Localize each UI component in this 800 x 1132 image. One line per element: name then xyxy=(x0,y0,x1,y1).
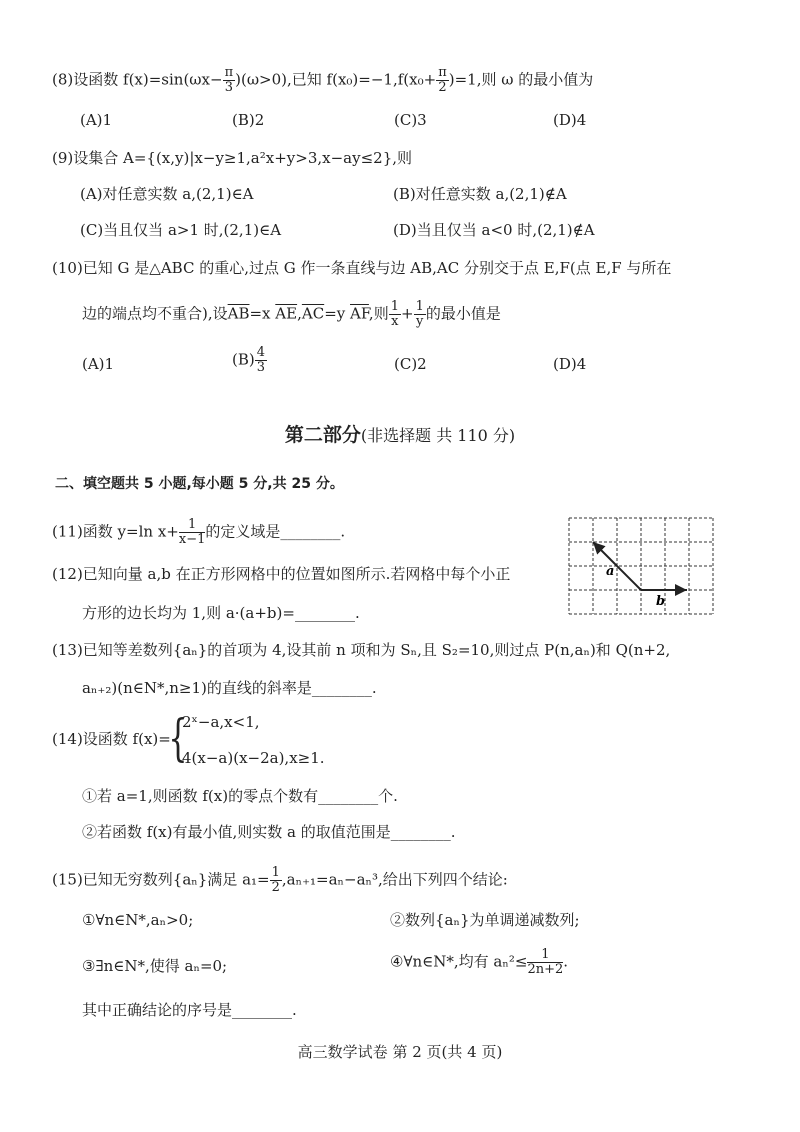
q8-suffix: )=1,则 ω 的最小值为 xyxy=(448,70,594,89)
q8-option-d: (D)4 xyxy=(553,111,587,129)
q10-option-b: (B) $\frac{4}{3}$ xyxy=(232,345,266,375)
q10-option-c: (C)2 xyxy=(394,355,427,373)
q8-prefix: (8)设函数 f(x)=sin(ωx− xyxy=(52,70,223,89)
q8-frac: $\frac{\pi}{3}$ xyxy=(224,65,234,95)
q8-middle: )(ω>0),已知 f(x₀)=−1,f(x₀+ xyxy=(235,70,437,89)
q10-option-d: (D)4 xyxy=(553,355,587,373)
q15-conclusion-3: ③∃n∈N*,使得 aₙ=0; xyxy=(82,957,228,975)
vector-ae: $\overline{AE}$ xyxy=(275,304,298,323)
q8-option-a: (A)1 xyxy=(80,111,113,129)
grid-lines xyxy=(569,518,713,614)
q10-option-a: (A)1 xyxy=(82,355,115,373)
q10-frac-y: $\frac{1}{y}$ xyxy=(415,299,424,329)
q14-case1: 2ˣ−a,x<1, xyxy=(182,713,260,731)
vector-ab: $\overline{AB}$ xyxy=(227,304,250,323)
q13-line2: aₙ₊₂)(n∈N*,n≥1)的直线的斜率是________. xyxy=(82,679,377,697)
q14-sub2: ②若函数 f(x)有最小值,则实数 a 的取值范围是________. xyxy=(82,823,456,841)
q8-option-c: (C)3 xyxy=(394,111,427,129)
q14-case2: 4(x−a)(x−2a),x≥1. xyxy=(182,749,325,767)
q9-option-b: (B)对任意实数 a,(2,1)∉A xyxy=(393,185,567,203)
q8-stem xyxy=(52,66,593,95)
q8-frac2: $\frac{\pi}{2}$ xyxy=(438,65,447,95)
q15-conclusion-4: ④∀n∈N*,均有 aₙ²≤ $\frac{1}{2n+2}$ . xyxy=(390,947,569,977)
q12-line2: 方形的边长均为 1,则 a·(a+b)=________. xyxy=(82,604,360,622)
q11-stem: (11)函数 y=ln x+ $\frac{1}{x-1}$ 的定义域是________. xyxy=(52,517,346,547)
q14-prefix: (14)设函数 f(x)= xyxy=(52,730,171,748)
vector-grid-figure xyxy=(568,517,714,615)
q12-line1: (12)已知向量 a,b 在正方形网格中的位置如图所示.若网格中每个小正 xyxy=(52,565,511,583)
piecewise-brace: { xyxy=(168,709,188,767)
q8-option-b: (B)2 xyxy=(232,111,265,129)
page-footer: 高三数学试卷 第 2 页(共 4 页) xyxy=(297,1043,503,1061)
q15-conclusion-2: ②数列{aₙ}为单调递减数列; xyxy=(390,911,580,929)
q10-line1: (10)已知 G 是△ABC 的重心,过点 G 作一条直线与边 AB,AC 分别交于点 E,F(点 E,F 与所在 xyxy=(52,259,672,277)
q15-ask: 其中正确结论的序号是________. xyxy=(82,1001,297,1019)
q14-sub1: ①若 a=1,则函数 f(x)的零点个数有________个. xyxy=(82,787,398,805)
vector-ac: $\overline{AC}$ xyxy=(301,304,325,323)
q13-line1: (13)已知等差数列{aₙ}的首项为 4,设其前 n 项和为 Sₙ,且 S₂=10,则过点 P(n,aₙ)和 Q(n+2, xyxy=(52,641,671,659)
q10-line2: 边的端点均不重合),设$\overline{AB}=x$ $\overline{AE},\overline{AC}=y$ $\overline{AF}$,则 $\frac{1}{x}$ + $\frac{1}{y}$ 的最小值是 xyxy=(82,299,501,329)
vector-af: $\overline{AF}$ xyxy=(350,304,369,323)
section2-heading: 二、填空题共 5 小题,每小题 5 分,共 25 分。 xyxy=(55,476,344,492)
q9-option-d: (D)当且仅当 a<0 时,(2,1)∉A xyxy=(393,221,595,239)
q9-option-a: (A)对任意实数 a,(2,1)∈A xyxy=(80,185,254,203)
q9-option-c: (C)当且仅当 a>1 时,(2,1)∈A xyxy=(80,221,282,239)
q15-stem: (15)已知无穷数列{aₙ}满足 a₁= $\frac{1}{2}$ ,aₙ₊₁=aₙ−aₙ³,给出下列四个结论: xyxy=(52,865,508,895)
label-b: b xyxy=(656,594,666,609)
part2-title: 第二部分(非选择题 共 110 分) xyxy=(284,424,516,446)
q10-frac-x: $\frac{1}{x}$ xyxy=(390,299,399,329)
q15-conclusion-1: ①∀n∈N*,aₙ>0; xyxy=(82,911,194,929)
label-a: a xyxy=(606,564,615,579)
q9-stem: (9)设集合 A={(x,y)|x−y≥1,a²x+y>3,x−ay≤2},则 xyxy=(52,149,413,167)
